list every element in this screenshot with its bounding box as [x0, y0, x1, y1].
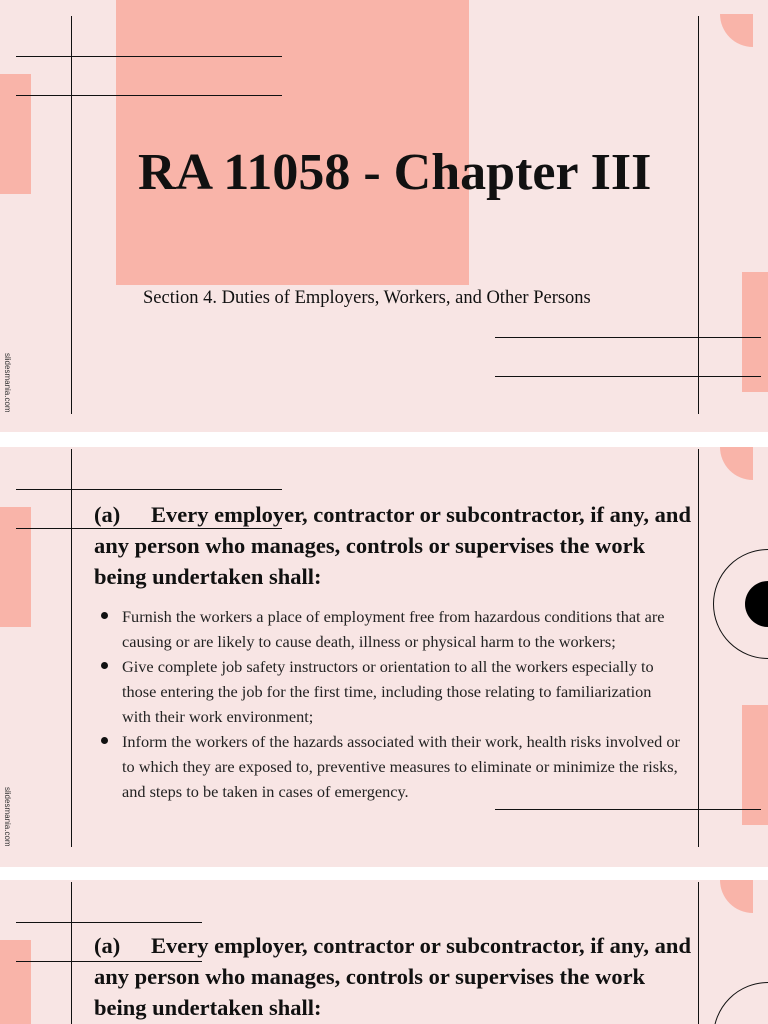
bullet-icon	[101, 662, 108, 669]
deco-line	[16, 56, 282, 57]
deco-line	[698, 16, 699, 414]
deco-line	[698, 882, 699, 1024]
section-heading	[94, 499, 694, 592]
ring-accent	[713, 982, 768, 1024]
section-heading	[94, 930, 694, 1023]
left-accent-bar	[0, 507, 31, 627]
section-label: (a)	[94, 502, 121, 527]
duties-list	[122, 604, 682, 804]
deco-line	[16, 922, 202, 923]
bullet-icon	[101, 612, 108, 619]
list-item-text: Furnish the workers a place of employment free from hazardous conditions that are causing or are likely to cause death, illness or physical harm to the workers;	[122, 607, 665, 651]
section-heading-text: Every employer, contractor or subcontractor, if any, and any person who manages, controls or supervises the work being undertaken shall:	[94, 502, 691, 589]
section-label: (a)	[94, 933, 121, 958]
list-item	[122, 604, 682, 654]
list-item	[122, 654, 682, 729]
quarter-circle-accent	[720, 880, 753, 913]
quarter-circle-accent	[720, 447, 753, 480]
deco-line	[71, 16, 72, 414]
watermark: slidesmania.com	[3, 787, 12, 847]
bullet-icon	[101, 737, 108, 744]
slide-duties	[0, 447, 768, 867]
list-item	[122, 729, 682, 804]
list-item-text: Give complete job safety instructors or orientation to all the workers especially to those entering the job for the first time, including those relating to familiarization with their work environment;	[122, 657, 654, 726]
list-item-text: Inform the workers of the hazards associated with their work, health risks involved or to which they are exposed to, preventive measures to eliminate or minimize the risks, and steps to be taken in cases of emergency.	[122, 732, 680, 801]
slide-duties-repeat	[0, 880, 768, 1024]
deco-line	[698, 449, 699, 847]
page-title: RA 11058 - Chapter III	[138, 144, 652, 201]
right-accent-bar	[742, 705, 768, 825]
section-heading-text: Every employer, contractor or subcontractor, if any, and any person who manages, controls or supervises the work being undertaken shall:	[94, 933, 691, 1020]
deco-line	[16, 95, 282, 96]
watermark: slidesmania.com	[3, 353, 12, 413]
right-accent-bar	[742, 272, 768, 392]
deco-line	[495, 337, 761, 338]
deco-line	[71, 882, 72, 1024]
left-accent-bar	[0, 940, 31, 1024]
quarter-circle-accent	[720, 14, 753, 47]
left-accent-bar	[0, 74, 31, 194]
page-subtitle: Section 4. Duties of Employers, Workers, and Other Persons	[143, 288, 591, 308]
deco-line	[71, 449, 72, 847]
deco-line	[495, 376, 761, 377]
slide-title	[0, 0, 768, 432]
deco-line	[16, 489, 282, 490]
deco-line	[495, 809, 761, 810]
